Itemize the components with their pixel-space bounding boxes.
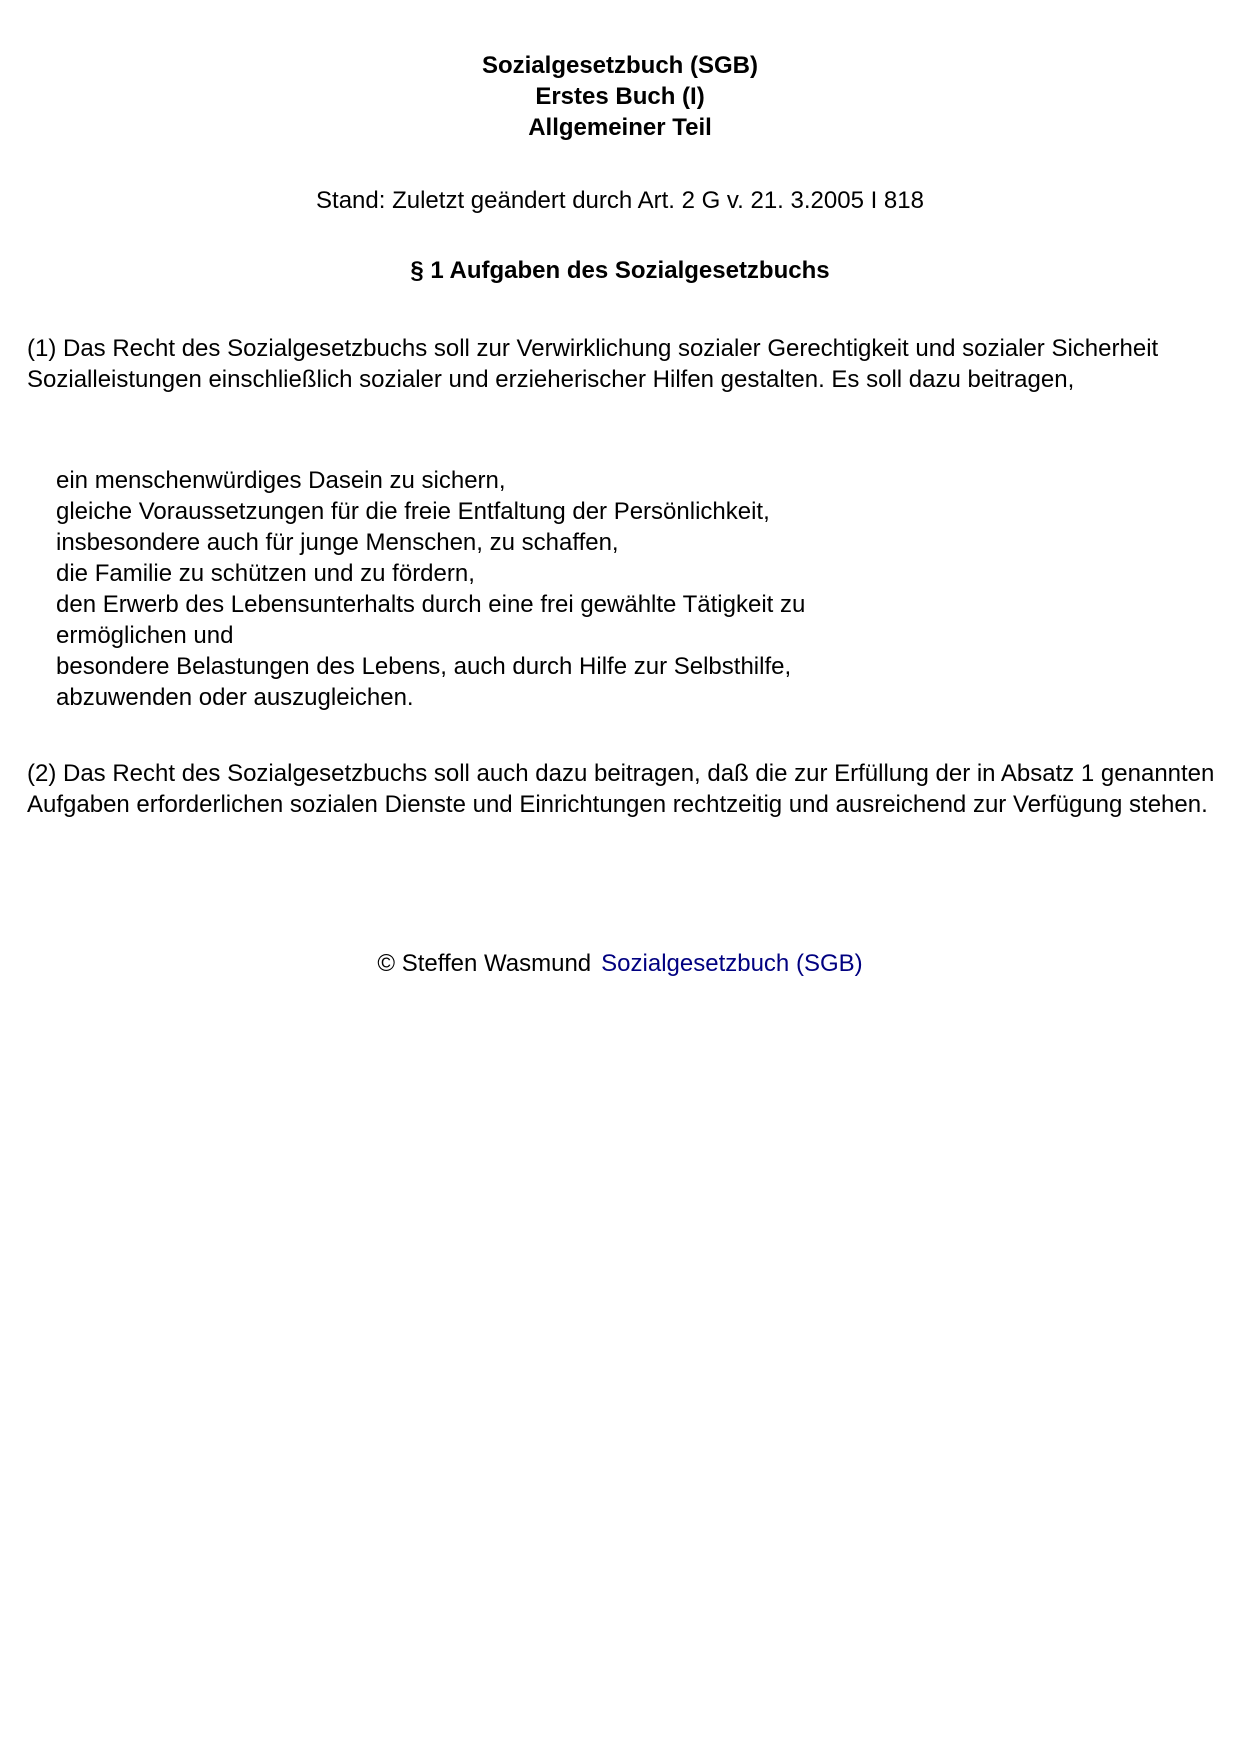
document-title: [0, 50, 1240, 143]
title-line-book: Erstes Buch (I): [535, 83, 705, 110]
footer: [0, 948, 1240, 979]
status-line: Stand: Zuletzt geändert durch Art. 2 G v. 21. 3.2005 I 818: [316, 187, 924, 214]
list-line: ein menschenwürdiges Dasein zu sichern,: [56, 467, 506, 494]
paragraph-1: (1) Das Recht des Sozialgesetzbuchs soll zur Verwirklichung sozialer Gerechtigkeit und sozialer Sicherheit Sozialleistungen einschließlich sozialer und erzieherischer Hilfen gestalten. Es soll dazu beitragen,: [27, 335, 1159, 393]
list-line: insbesondere auch für junge Menschen, zu schaffen,: [56, 529, 619, 556]
list-line: gleiche Voraussetzungen für die freie Entfaltung der Persönlichkeit,: [56, 498, 770, 525]
copyright-text: © Steffen Wasmund: [377, 950, 592, 977]
list-line: den Erwerb des Lebensunterhalts durch eine frei gewählte Tätigkeit zu: [56, 591, 806, 618]
list-line: ermöglichen und: [56, 622, 234, 649]
title-line-sgb: Sozialgesetzbuch (SGB): [481, 52, 759, 79]
list-line: die Familie zu schützen und zu fördern,: [56, 560, 475, 587]
section-heading: § 1 Aufgaben des Sozialgesetzbuchs: [410, 257, 830, 284]
list-line: besondere Belastungen des Lebens, auch durch Hilfe zur Selbsthilfe,: [56, 653, 792, 680]
objectives-list: [56, 465, 1156, 713]
list-line: abzuwenden oder auszugleichen.: [56, 684, 414, 711]
paragraph-2: (2) Das Recht des Sozialgesetzbuchs soll auch dazu beitragen, daß die zur Erfüllung der in Absatz 1 genannten Aufgaben erforderlichen sozialen Dienste und Einrichtungen rechtzeitig und ausreichend zur Verfügung stehen.: [27, 760, 1215, 818]
title-line-part: Allgemeiner Teil: [528, 114, 712, 141]
sgb-link[interactable]: Sozialgesetzbuch (SGB): [601, 950, 863, 977]
